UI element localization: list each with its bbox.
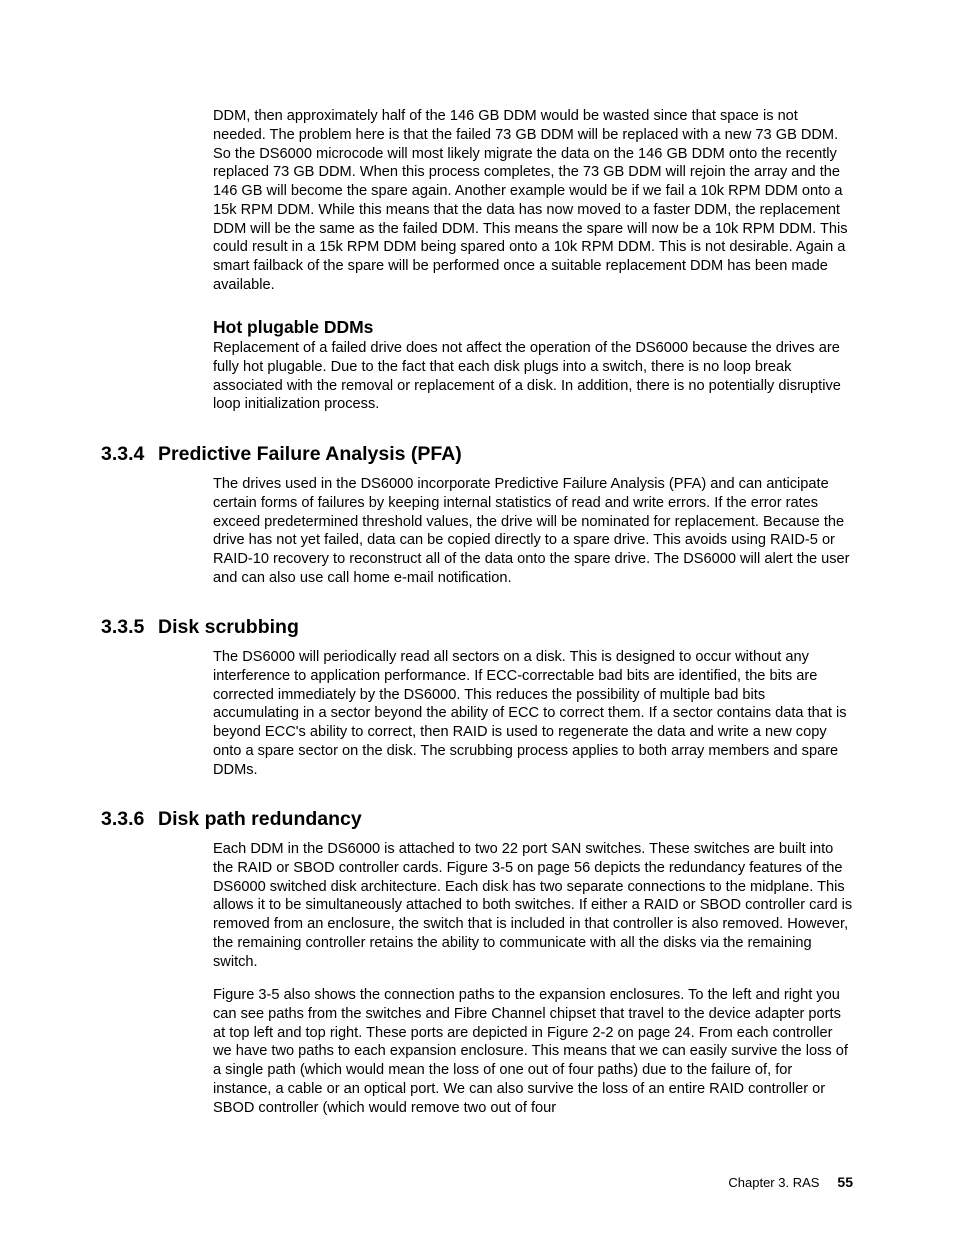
disk-path-paragraph-1: Each DDM in the DS6000 is attached to two 22 port SAN switches. These switches are built into the RAID or SBOD controller cards. Figure 3-5 on page 56 depicts the redundancy features of the DS6000 switched disk architecture. Each disk has two separate connections to the midplane. This allows it to be simultaneously attached to both switches. If either a RAID or SBOD controller card is removed from an enclosure, the switch that is included in that controller is also removed. However, the remaining controller retains the ability to communicate with all the disks via the remaining switch. [213, 841, 853, 970]
section-title: Predictive Failure Analysis (PFA) [158, 443, 462, 465]
intro-block [213, 107, 853, 295]
disk-path-block-2 [213, 986, 853, 1117]
disk-path-paragraph-2: Figure 3-5 also shows the connection paths to the expansion enclosures. To the left and right you can see paths from the switches and Fibre Channel chipset that travel to the device adapter ports at top left and top right. These ports are depicted in Figure 2-2 on page 24. From each controller we have two paths to each expansion enclosure. This means that we can easily survive the loss of a single path (which would mean the loss of one out of four paths) due to the failure of, for instance, a cable or an optical port. We can also survive the loss of an entire RAID controller or SBOD controller (which would remove two out of four [213, 987, 848, 1116]
section-number: 3.3.6 [101, 808, 145, 830]
section-title: Disk scrubbing [158, 616, 299, 638]
section-heading-disk-path-redundancy [101, 807, 362, 831]
pfa-paragraph: The drives used in the DS6000 incorporate Predictive Failure Analysis (PFA) and can anticipate certain forms of failures by keeping internal statistics of read and write errors. If the error rates exceed predetermined threshold values, the drive will be nominated for replacement. Because the drive has not yet failed, data can be copied directly to a spare drive. This avoids using RAID-5 or RAID-10 recovery to reconstruct all of the data onto the spare drive. The DS6000 will alert the user and can also use call home e-mail notification. [213, 476, 850, 586]
section-number: 3.3.5 [101, 616, 145, 638]
section-heading-disk-scrubbing [101, 615, 299, 639]
disk-path-block-1 [213, 840, 853, 971]
footer-chapter: Chapter 3. RAS [728, 1175, 820, 1190]
pfa-block [213, 475, 853, 588]
section-number: 3.3.4 [101, 443, 145, 465]
hot-plugable-heading: Hot plugable DDMs [213, 317, 374, 337]
disk-scrubbing-paragraph: The DS6000 will periodically read all sectors on a disk. This is designed to occur without any interference to application performance. If ECC-correctable bad bits are identified, the bits are corrected immediately by the DS6000. This reduces the possibility of multiple bad bits accumulating in a sector beyond the ability of ECC to correct them. If a sector contains data that is beyond ECC's ability to correct, then RAID is used to regenerate the data and write a new copy onto a spare sector on the disk. The scrubbing process applies to both array members and spare DDMs. [213, 649, 847, 778]
section-title: Disk path redundancy [158, 808, 362, 830]
hot-plugable-block [213, 316, 853, 414]
hot-plugable-paragraph: Replacement of a failed drive does not affect the operation of the DS6000 because the drives are fully hot plugable. Due to the fact that each disk plugs into a switch, there is no loop break associated with the removal or replacement of a disk. In addition, there is no potentially disruptive loop initialization process. [213, 340, 841, 413]
section-heading-pfa [101, 442, 462, 466]
disk-scrubbing-block [213, 648, 853, 779]
page-number: 55 [837, 1174, 853, 1190]
page-footer [728, 1173, 853, 1192]
intro-paragraph: DDM, then approximately half of the 146 GB DDM would be wasted since that space is not needed. The problem here is that the failed 73 GB DDM will be replaced with a new 73 GB DDM. So the DS6000 microcode will most likely migrate the data on the 146 GB DDM onto the recently replaced 73 GB DDM. When this process completes, the 73 GB DDM will rejoin the array and the 146 GB will become the spare again. Another example would be if we fail a 10k RPM DDM onto a 15k RPM DDM. While this means that the data has now moved to a faster DDM, the replacement DDM will be the same as the failed DDM. This means the spare will now be a 10k RPM DDM. This could result in a 15k RPM DDM being spared onto a 10k RPM DDM. This is not desirable. Again a smart failback of the spare will be performed once a suitable replacement DDM has been made available. [213, 108, 848, 293]
